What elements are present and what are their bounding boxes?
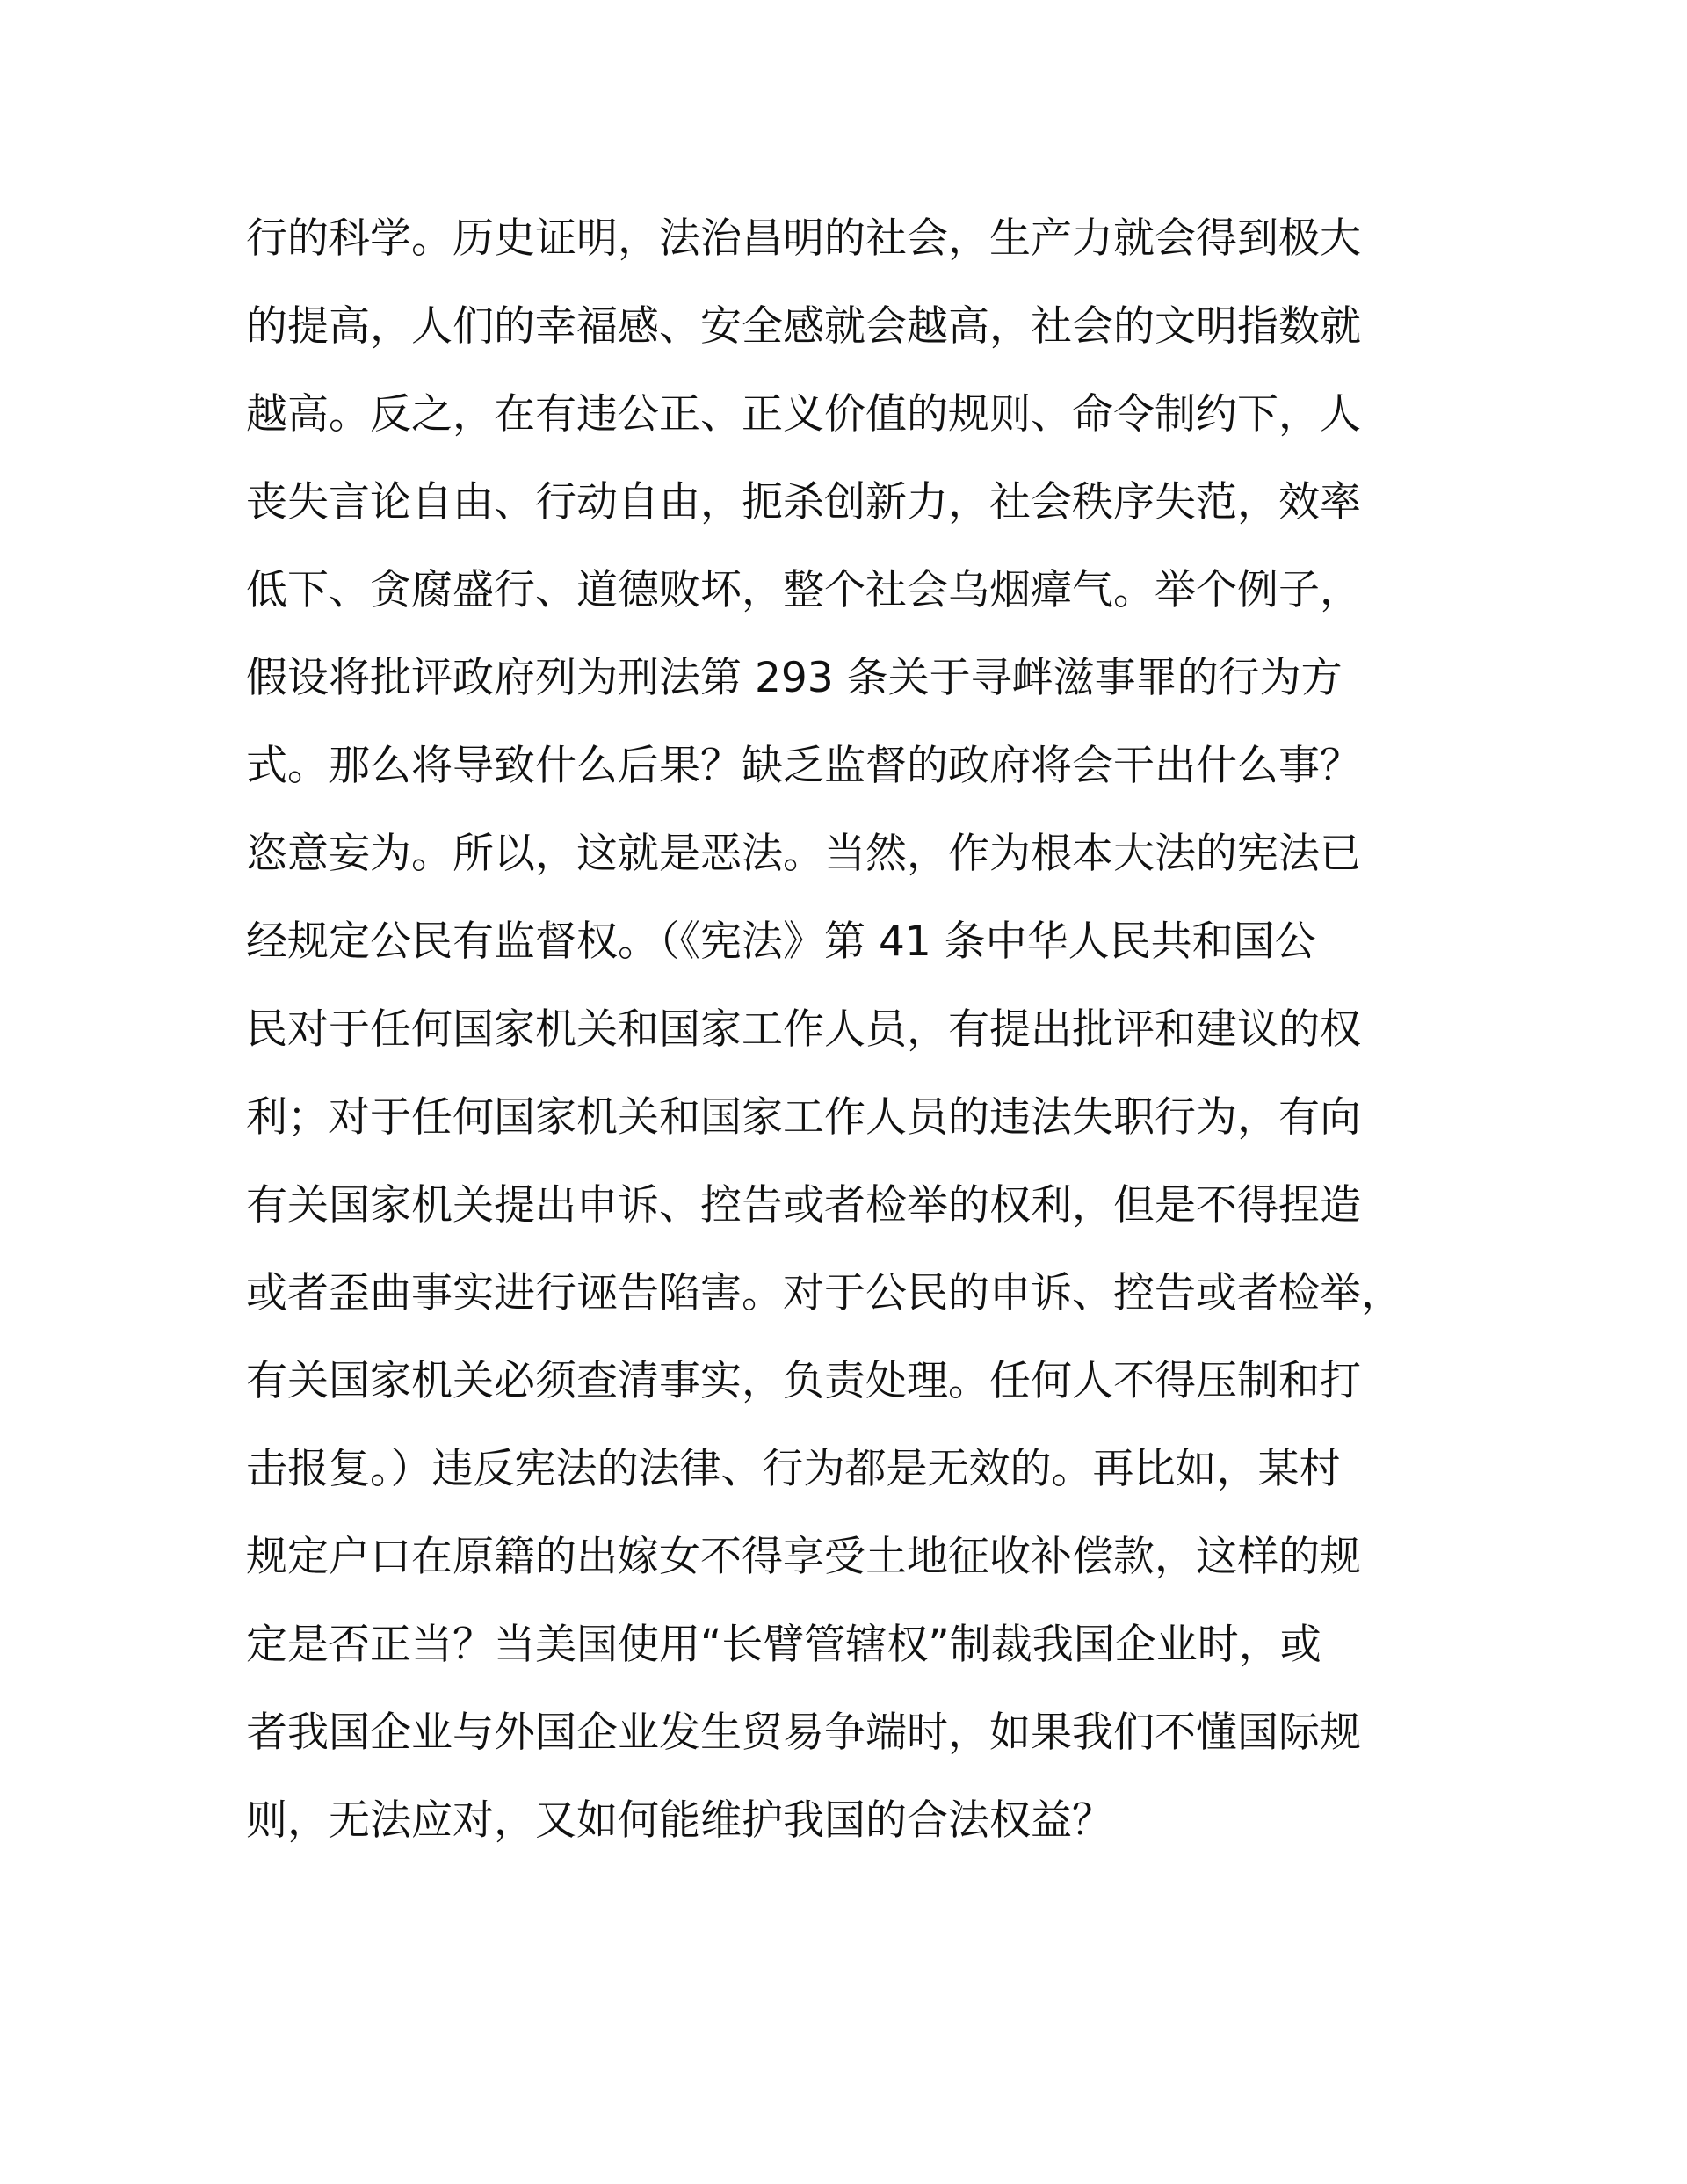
paragraph-line: 经规定公民有监督权。（《宪法》第 41 条中华人民共和国公 bbox=[246, 918, 1316, 966]
paragraph-line: 利；对于任何国家机关和国家工作人员的违法失职行为，有向 bbox=[246, 1093, 1361, 1142]
paragraph-line: 规定户口在原籍的出嫁女不得享受土地征收补偿款，这样的规 bbox=[246, 1533, 1361, 1581]
paragraph-line: 行的科学。历史证明，法治昌明的社会，生产力就会得到极大 bbox=[246, 214, 1361, 263]
paragraph-line: 者我国企业与外国企业发生贸易争端时，如果我们不懂国际规 bbox=[246, 1709, 1361, 1757]
paragraph-line: 民对于任何国家机关和国家工作人员，有提出批评和建议的权 bbox=[246, 1005, 1361, 1054]
paragraph-line: 低下、贪腐盛行、道德败坏，整个社会乌烟瘴气。举个例子， bbox=[246, 566, 1361, 614]
body-paragraph bbox=[246, 195, 1476, 1865]
paragraph-line: 则，无法应对，又如何能维护我国的合法权益？ bbox=[246, 1796, 1113, 1845]
paragraph-line: 有关国家机关提出申诉、控告或者检举的权利，但是不得捏造 bbox=[246, 1181, 1361, 1230]
paragraph-line: 有关国家机关必须查清事实，负责处理。任何人不得压制和打 bbox=[246, 1357, 1361, 1405]
paragraph-line: 假设将批评政府列为刑法第 293 条关于寻衅滋事罪的行为方 bbox=[246, 654, 1343, 702]
paragraph-line: 越高。反之，在有违公正、正义价值的规则、命令制约下，人 bbox=[246, 390, 1361, 439]
paragraph-line: 定是否正当？当美国使用“长臂管辖权”制裁我国企业时，或 bbox=[246, 1621, 1321, 1669]
paragraph-line: 的提高，人们的幸福感、安全感就会越高，社会的文明指数就 bbox=[246, 302, 1361, 351]
paragraph-line: 式。那么将导致什么后果？缺乏监督的政府将会干出什么事？ bbox=[246, 742, 1361, 790]
paragraph-line: 恣意妄为。所以，这就是恶法。当然，作为根本大法的宪法已 bbox=[246, 830, 1361, 878]
paragraph-line: 或者歪曲事实进行诬告陷害。对于公民的申诉、控告或者检举， bbox=[246, 1269, 1402, 1317]
paragraph-line: 击报复。）违反宪法的法律、行为都是无效的。再比如，某村 bbox=[246, 1445, 1341, 1493]
paragraph-line: 丧失言论自由、行动自由，扼杀创新力，社会秩序失范，效率 bbox=[246, 478, 1361, 526]
